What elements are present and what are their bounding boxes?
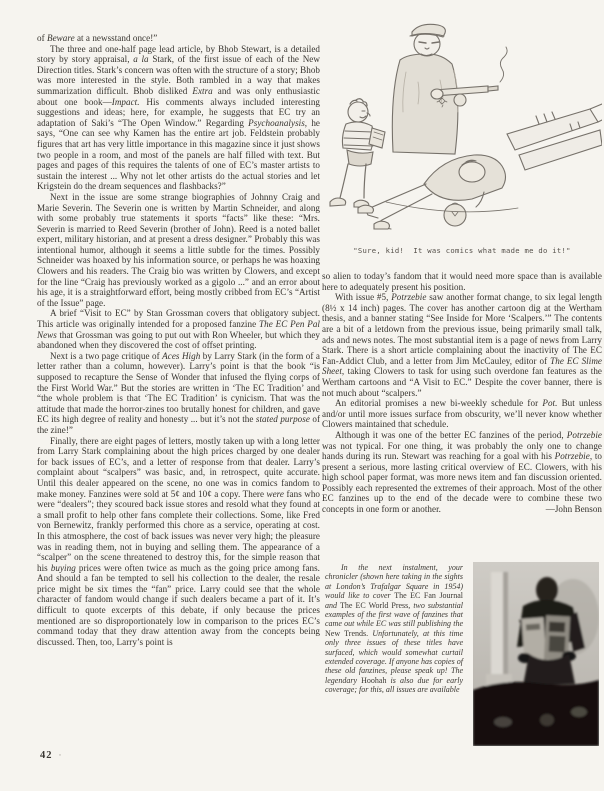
paragraph: Next in the issue are some strange biographies of Johnny Craig and Marie Severin. The Severin one is written by Martin Schneider, and along with some probably true statements it sports “facts” like these: “Mrs. Severin is married to Reed Severin (brother of John). Reed is a noted ballet expert, military historian, and at present a dress designer.” Probably this was intentional humor, although it seems a little subtle for the times. Possibly Schneider was hoaxed by his information source, or perhaps he was hoaxing Clowers and his readers. The Craig bio was written by Clowers, and except for the line “Craig has previously worked as a gigolo ...” and an error about his age, it is a straightforward effort, being mostly cribbed from EC’s “Artist of the Issue” page. bbox=[37, 191, 320, 308]
paragraph: so alien to today’s fandom that it would need more space than is available here to adequately present his position. bbox=[322, 271, 602, 292]
paragraph: An editorial promises a new bi-weekly schedule for Pot. But unless and/or until more issues surface from obscurity, we’ll never know whether Clowers maintained that schedule. bbox=[322, 398, 602, 430]
paragraph: A brief “Visit to EC” by Stan Grossman covers that obligatory subject. This article was originally intended for a proposed fanzine The EC Pen Pal News that Grossman was going to put out with Ron Wheeler, but which they abandoned when they discovered the cost of offset printing. bbox=[37, 308, 320, 351]
photo-image bbox=[473, 562, 599, 746]
paragraph: Next is a two page critique of Aces High by Larry Stark (in the form of a letter rather than a column, however). Larry’s point is that the book “is supposed to recapture the Sense of Wonder that infused the flying corps of the First World War.” But the stories are written in ‘The EC Tradition’ and “the whole problem is that ‘The EC Tradition’ is cynicism. That was the attitude that made the horror-zines too brutally honest for children, and gave EC its high degree of reality and honesty ... but it’s not the stated purpose of the zine!” bbox=[37, 350, 321, 435]
author-byline: —John Benson bbox=[545, 504, 602, 515]
right-column bbox=[322, 271, 602, 515]
page-number bbox=[40, 750, 63, 761]
smoke-wisp bbox=[500, 47, 507, 82]
left-column bbox=[37, 33, 320, 647]
paragraph: The three and one-half page lead article, by Bhob Stewart, is a detailed story by story appraisal, a la Stark, of the first issue of each of the New Direction titles. Stark’s concern was often with the structure of a story; Bhob was more interested in the style. Both rambled in a way that makes summarization difficult. Bhob disliked Extra and was only enthusiastic about one book—Impact. His comments always included interesting suggestions and ideas; here, for example, he suggests that EC try an adaptation of Saki’s “The Open Window.” Regarding Psychoanalysis, he says, “One can see why Kamen has the entire art job. Feldstein probably figures that art has very little importance in this magazine since it just shows two people in a room, and most of the panels are half filled with text. But pages and pages of this requires the talents of one of EC’s master artists to sustain the interest ... Why not let other artists do the actual stories and let Krigstein do the dream sequences and flashbacks?” bbox=[37, 43, 321, 192]
money-bag bbox=[444, 204, 466, 226]
paragraph: of Beware at a newsstand once!” bbox=[37, 33, 158, 43]
next-instalment-note bbox=[325, 563, 463, 695]
paragraph: With issue #5, Potrzebie saw another format change, to six legal length (8½ x 14 inch) pages. The cover has another cartoon dig at the Wertham thesis, and a banner stating “See Inside for More ‘Scalpers.’” The contents are a bit of a letdown from the previous issue, being primarily small talk, ads and news notes. The most substantial item is a page of news from Larry Stark. There is a short article complaining about the inactivity of The EC Fan-Addict Club, and a letter from Jim McCauley, editor of The EC Slime Sheet, taking Clowers to task for using such overdone fan features as the Wertham cartoons and “A Visit to EC.” Despite the cover banner, there is not much about “scalpers.” bbox=[322, 292, 602, 398]
page-number-mark: · bbox=[58, 750, 63, 760]
wertham-dig-cartoon bbox=[322, 12, 602, 242]
cartoon-caption: "Sure, kid! It was comics what made me do it!" bbox=[353, 246, 571, 255]
gangster-figure bbox=[392, 24, 507, 154]
corpse-figure bbox=[358, 155, 506, 229]
boy-figure bbox=[330, 99, 385, 207]
paragraph: Finally, there are eight pages of letters, mostly taken up with a long letter from Larry Stark complaining about the high prices charged by one dealer for back issues of EC’s, and a letter of response from that dealer. Larry’s complaint about “scalpers” was basic, and, in retrospect, quite accurate. Until this dealer appeared on the scene, no one was in comics fandom to make money. Fanzines were sold at 5¢ and 10¢ a copy. There were fans who were “dealers”; they scoured back issue stores and resold what they found at a small profit to help other fans complete their collections. Some, like Fred von Bernewitz, frankly performed this chore as a service, operating at cost. In this atmosphere, the cost of back issues was never very high; the pleasure was in reading them, not in buying and selling them. The appearance of a “scalper” on the scene threatened to destroy this, for the simple reason that his buying prices were often twice as much as the going price among fans. And should a fan be tempted to sell his collection to the dealer, the resale price might be six times the “fan” price. Larry could see that the whole character of fandom would change if such dealers became a part of it. It’s difficult to quote excerpts of this debate, if only because the prices mentioned are so disproportionately low in comparison to the prices EC’s command today that they draw attention away from the concepts being discussed. Then, too, Larry’s point is bbox=[37, 435, 321, 647]
paragraph: In the next instalment, your chronicler (shown here taking in the sights at London’s Trafalgar Square in 1954) would like to cover The EC Fan Journal and The EC World Press, two substantial examples of the first wave of fanzines that came out while EC was still publishing the New Trends. Unfortunately, at this time only three issues of these titles have surfaced, which would somewhat curtail extended coverage. If anyone has copies of these old fanzines, please speak up! The legendary Hoohah is also due for early coverage; for this, all issues are available bbox=[325, 563, 464, 695]
photo-trafalgar-square bbox=[473, 562, 599, 746]
page-number-value: 42 bbox=[40, 750, 53, 761]
cartoon-drawing bbox=[322, 12, 602, 242]
paragraph: Although it was one of the better EC fanzines of the period, Potrzebie was not typical. For one thing, it was probably the only one to change hands during its run. Stewart was reaching for a goal with his Potrzebie, to present a serious, more lasting critical overview of EC. Clowers, with his high school paper format, was more news item and fan discussion oriented. Possibly each represented the extremes of their approach. Most of the other EC fanzines up to the end of the decade were to combine these two concepts in one form or another. bbox=[322, 429, 602, 515]
steps bbox=[507, 104, 602, 170]
